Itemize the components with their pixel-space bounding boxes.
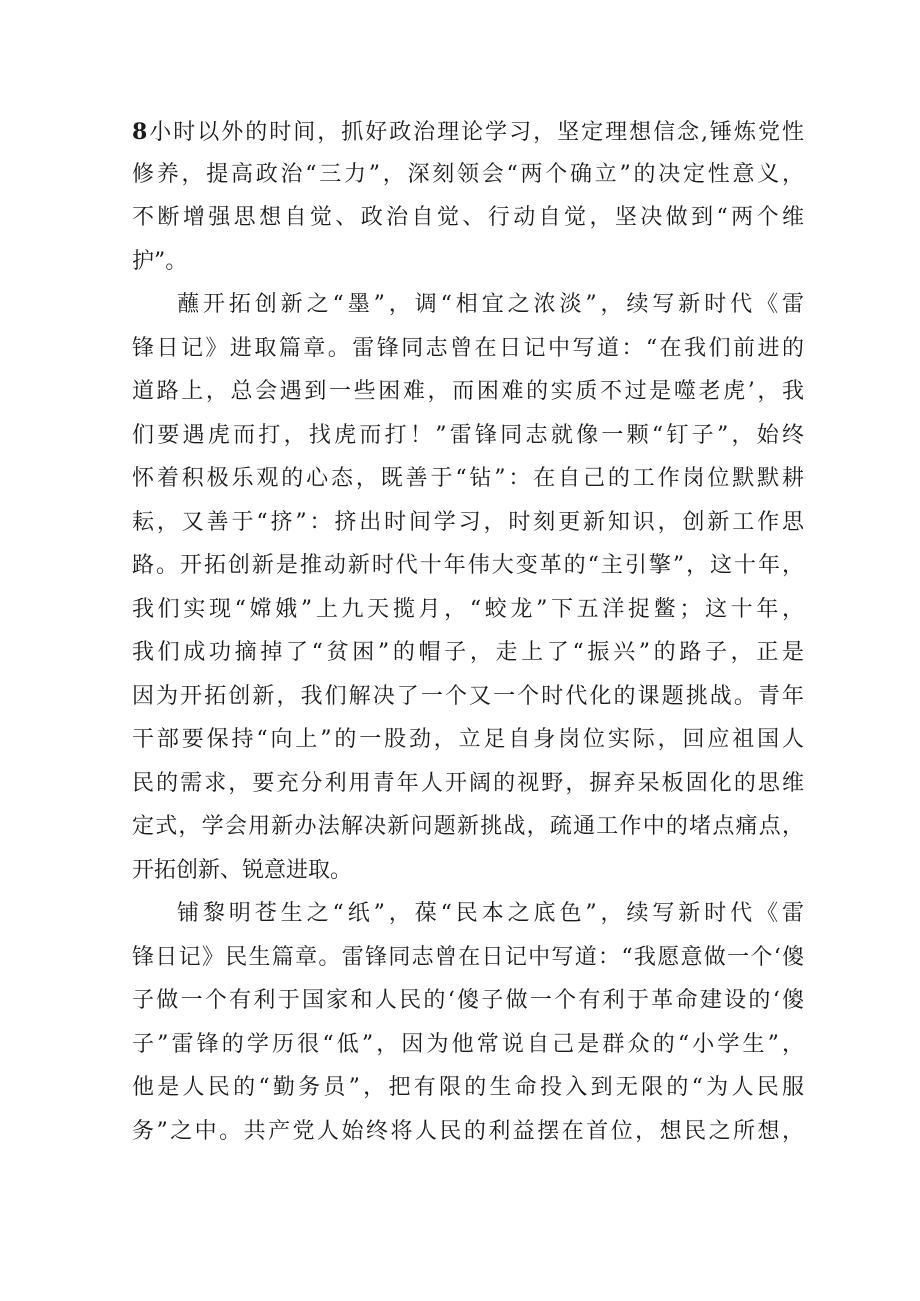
paragraph-3-line-2: 锋日记》民生篇章。雷锋同志曾在日记中写道：“我愿意做一个‘傻	[132, 945, 804, 970]
paragraph-1-line-4: 护”。	[132, 249, 188, 274]
paragraph-2-line-7: 路。开拓创新是推动新时代十年伟大变革的“主引擎”，这十年，	[132, 553, 804, 578]
paragraph-2-line-12: 民的需求，要充分利用青年人开阔的视野，摒弃呆板固化的思维	[132, 771, 804, 796]
paragraph-3-line-5: 他是人民的“勤务员”，把有限的生命投入到无限的“为人民服	[132, 1075, 804, 1100]
paragraph-2-line-2: 锋日记》进取篇章。雷锋同志曾在日记中写道：“在我们前进的	[132, 336, 804, 361]
paragraph-1-line-2: 修养，提高政治“三力”，深刻领会“两个确立”的决定性意义，	[132, 162, 804, 187]
paragraph-2-line-9: 我们成功摘掉了“贫困”的帽子，走上了“振兴”的路子，正是	[132, 640, 804, 665]
paragraph-3-line-1: 铺黎明苍生之“纸”，葆“民本之底色”，续写新时代《雷	[177, 901, 804, 926]
paragraph-2-line-4: 们要遇虎而打，找虎而打！”雷锋同志就像一颗“钉子”，始终	[132, 423, 804, 448]
paragraph-1-line-1	[132, 117, 804, 147]
paragraph-2-line-1: 蘸开拓创新之“墨”，调“相宜之浓淡”，续写新时代《雷	[177, 292, 804, 317]
paragraph-2-line-14: 开拓创新、锐意进取。	[132, 858, 353, 883]
line-text: 小时以外的时间，抓好政治理论学习，坚定理想信念,锤炼党性	[147, 120, 804, 145]
paragraph-2-line-11: 干部要保持“向上”的一股劲，立足自身岗位实际，回应祖国人	[132, 727, 804, 752]
paragraph-2-line-13: 定式，学会用新办法解决新问题新挑战，疏通工作中的堵点痛点，	[132, 814, 804, 839]
paragraph-3-line-4: 子”雷锋的学历很“低”，因为他常说自己是群众的“小学生”，	[132, 1032, 804, 1057]
paragraph-2-line-5: 怀着积极乐观的心态，既善于“钻”：在自己的工作岗位默默耕	[132, 466, 804, 491]
paragraph-2-line-8: 我们实现“嫦娥”上九天揽月，“蛟龙”下五洋捉鳖；这十年，	[132, 597, 804, 622]
leading-number: 8	[132, 119, 148, 145]
paragraph-3-line-6: 务”之中。共产党人始终将人民的利益摆在首位，想民之所想，	[132, 1119, 804, 1144]
paragraph-2-line-3: 道路上，总会遇到一些困难，而困难的实质不过是噬老虎’，我	[132, 379, 804, 404]
paragraph-3-line-3: 子做一个有利于国家和人民的‘傻子做一个有利于革命建设的‘傻	[132, 988, 804, 1013]
paragraph-1-line-3: 不断增强思想自觉、政治自觉、行动自觉，坚决做到“两个维	[132, 205, 804, 230]
paragraph-2-line-10: 因为开拓创新，我们解决了一个又一个时代化的课题挑战。青年	[132, 684, 804, 709]
paragraph-2-line-6: 耘，又善于“挤”：挤出时间学习，时刻更新知识，创新工作思	[132, 510, 804, 535]
